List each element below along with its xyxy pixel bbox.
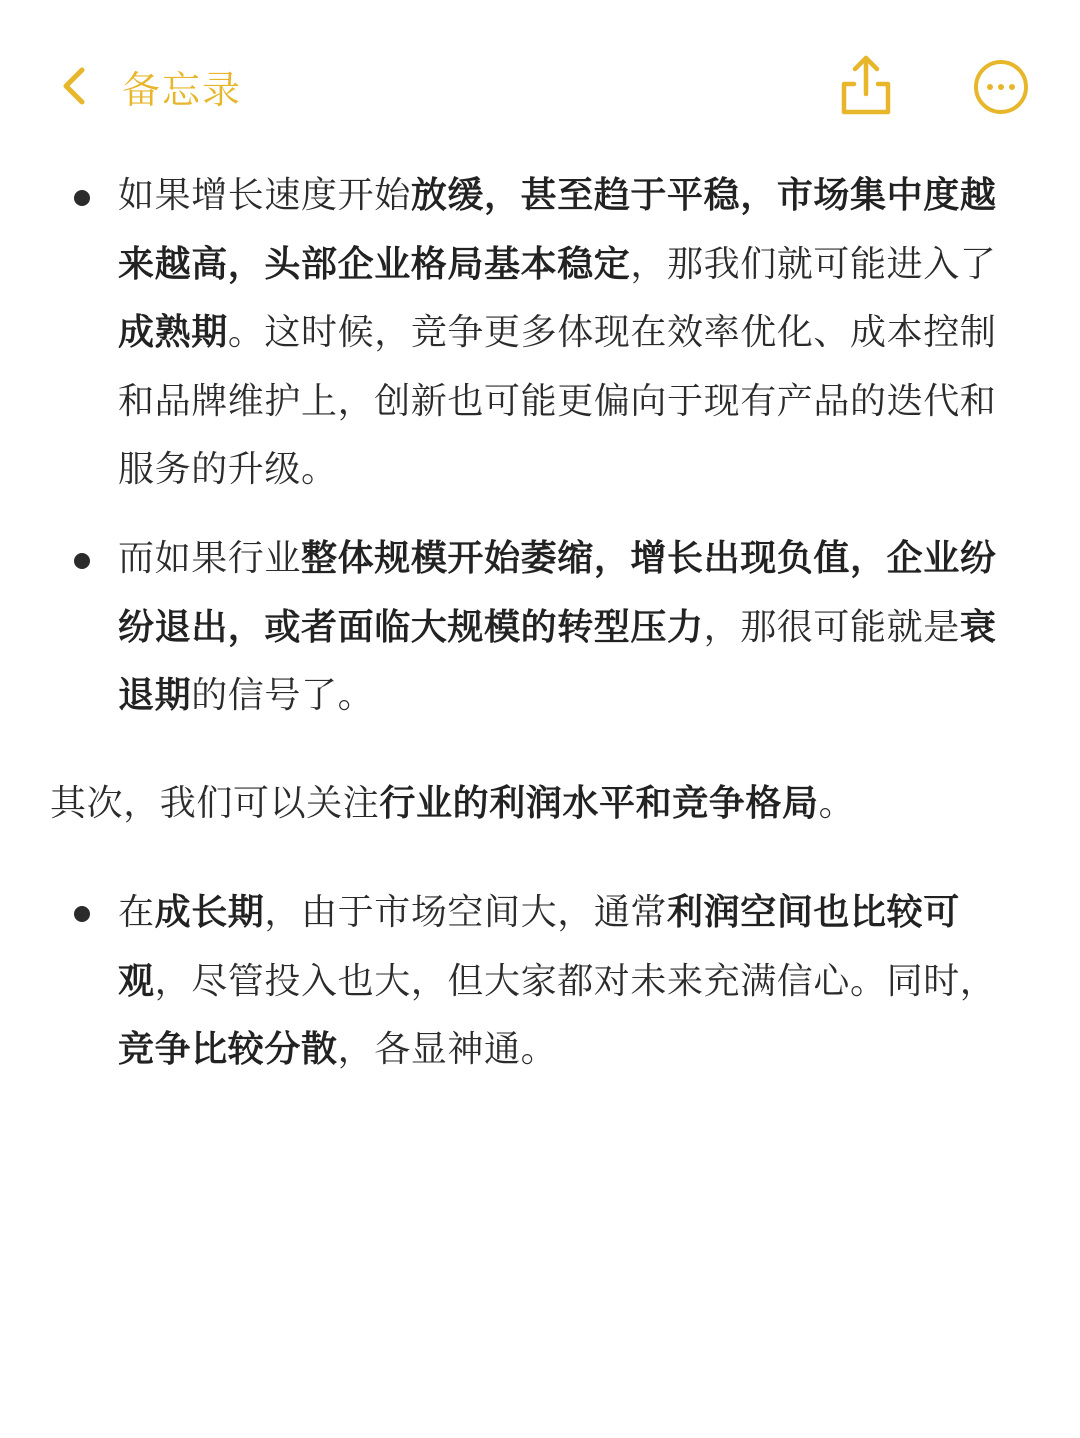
text-span: 的信号了。 <box>191 675 375 716</box>
bullet-point <box>74 906 90 922</box>
text-span: ，那很可能就是 <box>703 606 960 648</box>
text-span: 如果增长速度开始 <box>118 175 411 216</box>
text-span: 而如果行业 <box>118 538 302 579</box>
bold-text: 衰退期 <box>118 606 997 716</box>
navigation-bar <box>0 0 1080 150</box>
paragraph <box>50 770 1030 839</box>
text-span: 在 <box>118 892 155 933</box>
bold-text: 放缓，甚至趋于平稳，市场集中度越来越高，头部企业格局基本稳定 <box>118 175 997 285</box>
text-span: ，各显神通。 <box>337 1029 558 1070</box>
bold-text: 成熟期 <box>118 312 228 353</box>
list-item <box>118 162 1018 505</box>
share-button[interactable] <box>836 54 896 118</box>
text-span: 其次，我们可以关注 <box>50 783 380 824</box>
bullet-point <box>74 190 90 206</box>
text-span: 。这时候，竞争更多体现在效率优化、成本控制和品牌维护上，创新也可能更偏向于现有产品的迭代和服务的升级。 <box>118 312 997 490</box>
bold-text: 行业的利润水平和竞争格局 <box>379 783 819 824</box>
text-span: ，那我们就可能进入了 <box>630 243 997 285</box>
bold-text: 整体规模开始萎缩，增长出现负值，企业纷纷退出，或者面临大规模的转型压力 <box>118 538 997 648</box>
text-span: 。 <box>818 783 856 824</box>
bold-text: 竞争比较分散 <box>118 1029 338 1070</box>
share-icon <box>836 54 896 118</box>
back-button[interactable] <box>58 56 242 116</box>
list-item <box>118 525 1018 731</box>
chevron-left-icon <box>58 56 98 116</box>
more-ellipsis-icon <box>972 58 1030 116</box>
more-button[interactable] <box>972 58 1030 116</box>
back-label: 备忘录 <box>122 67 243 112</box>
list-item <box>118 879 1018 1085</box>
bold-text: 利润空间也比较可观 <box>118 892 960 1002</box>
text-span: ，尽管投入也大，但大家都对未来充满信心。同时， <box>154 960 997 1002</box>
bold-text: 成长期 <box>154 892 265 933</box>
text-span: ，由于市场空间大，通常 <box>264 892 668 933</box>
bullet-point <box>74 553 90 569</box>
